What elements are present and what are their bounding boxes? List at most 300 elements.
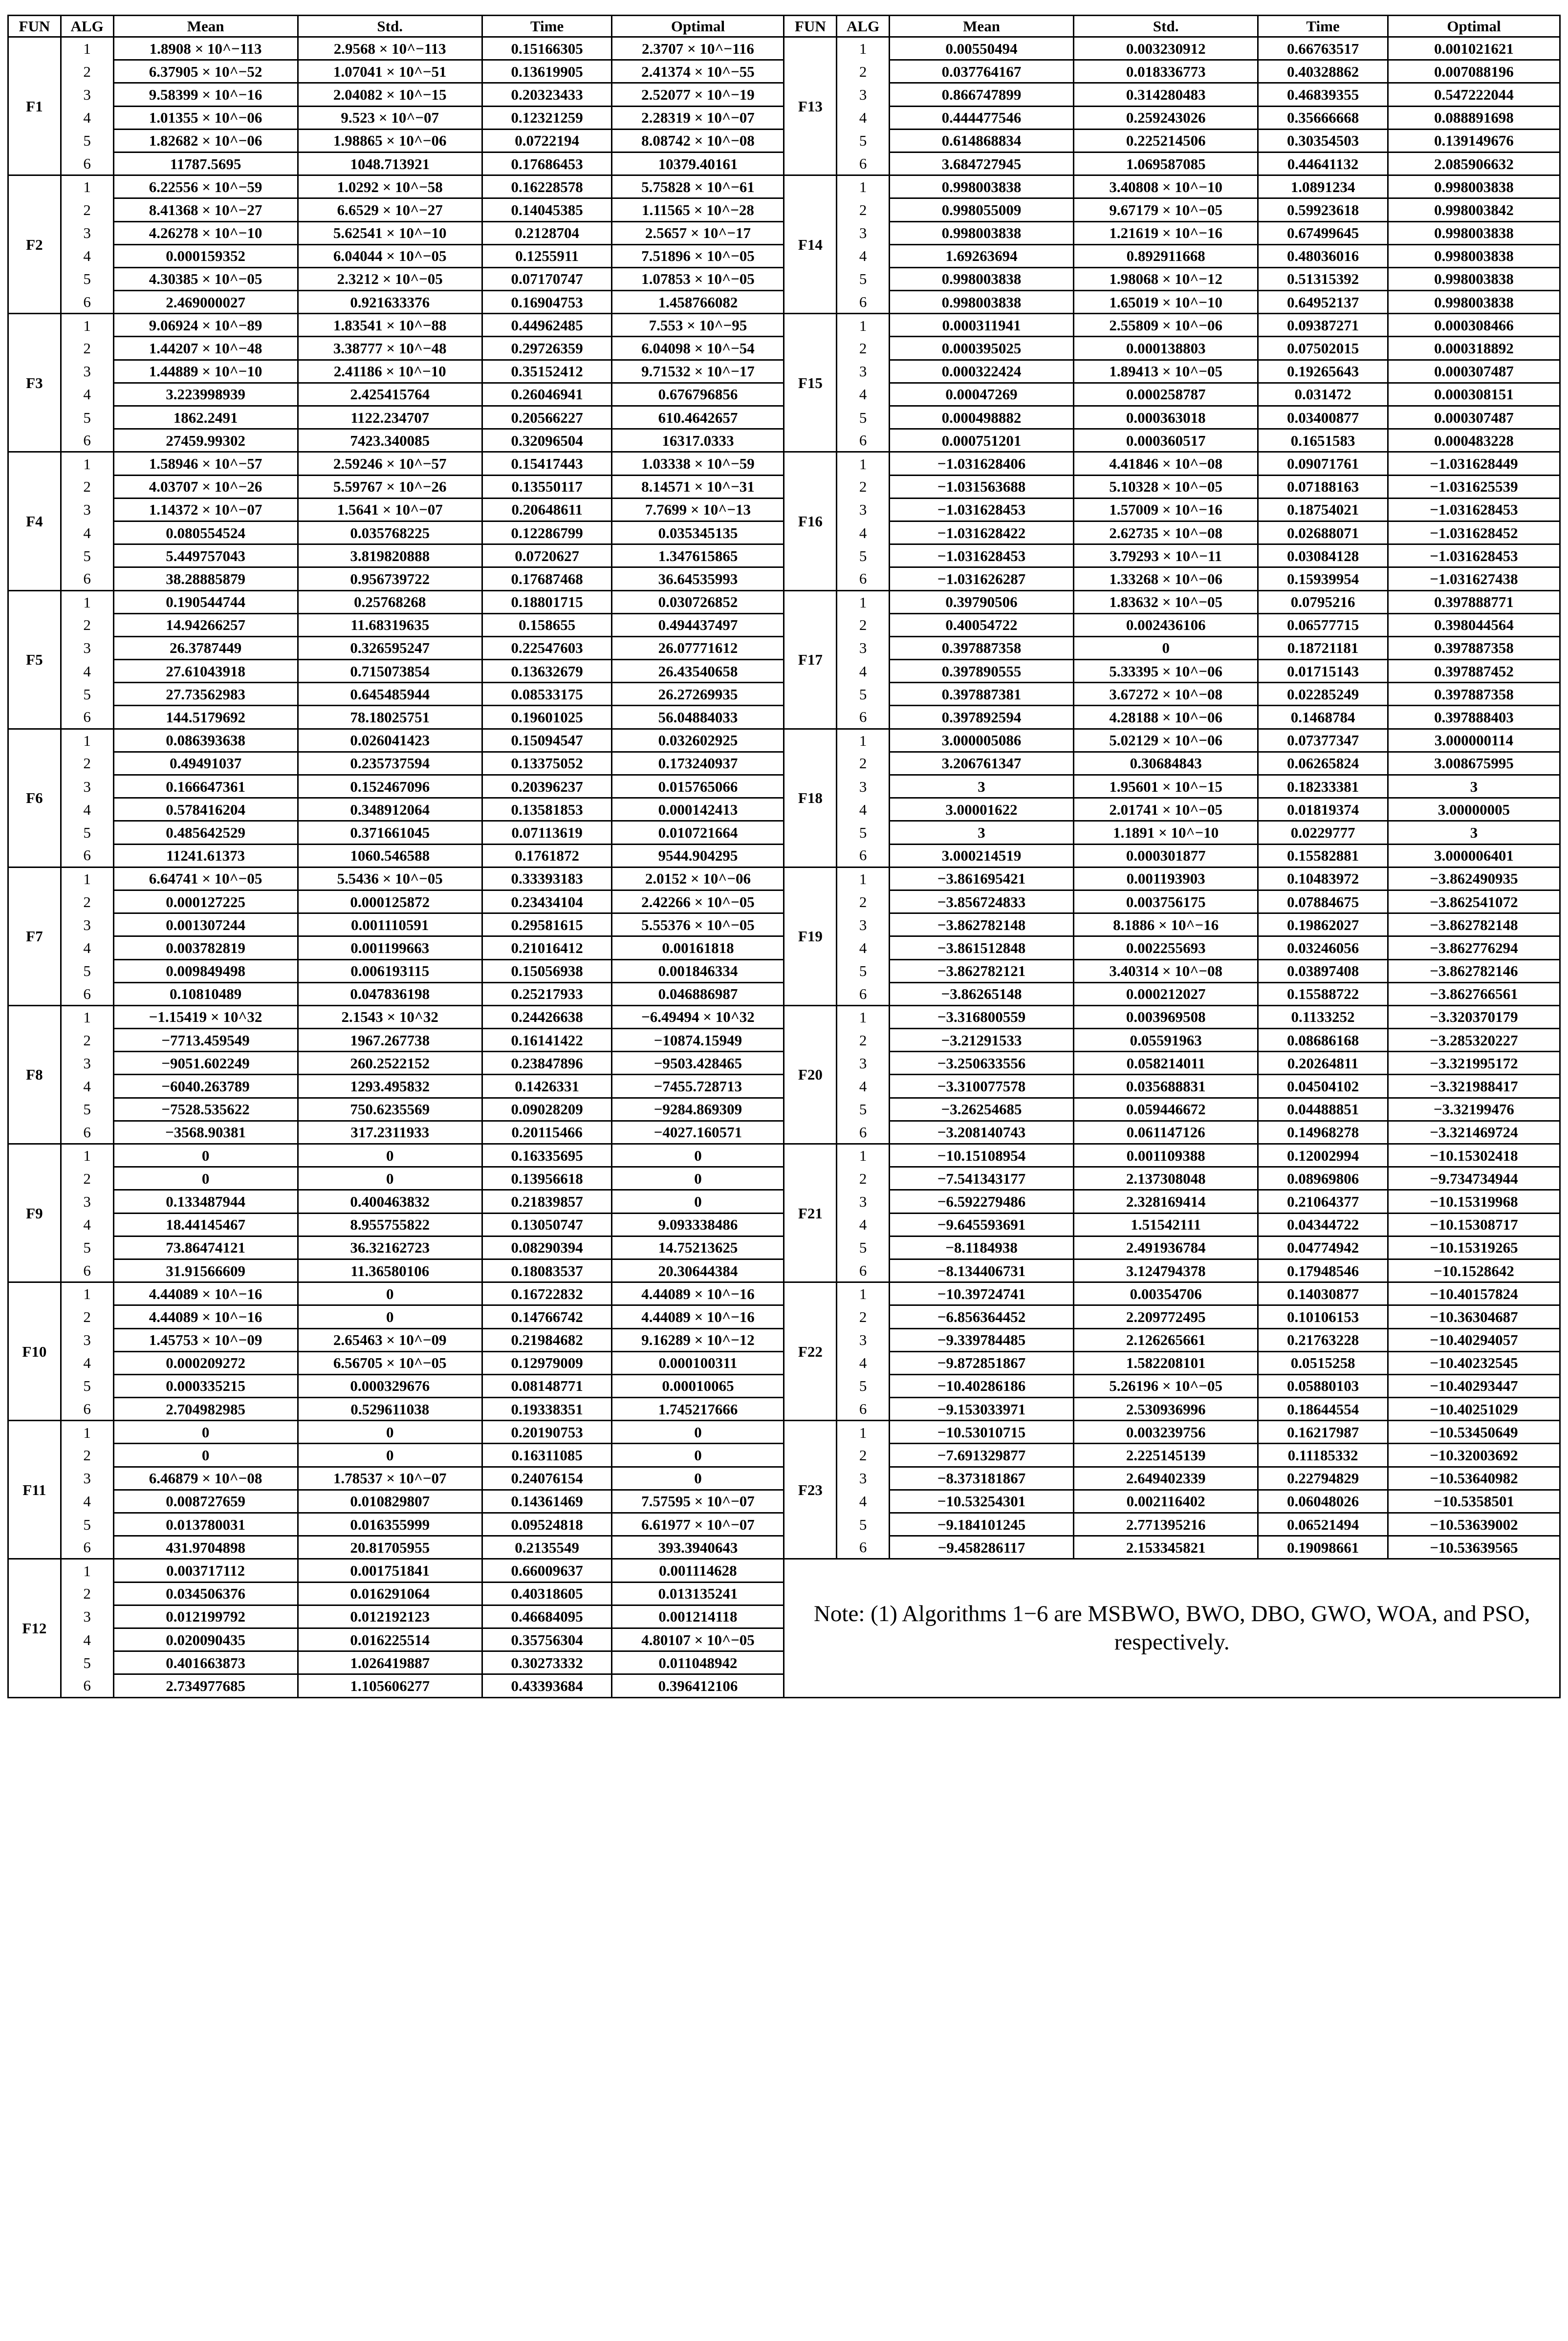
alg-cell: 4 xyxy=(837,383,890,406)
time-cell: 0.20190753 xyxy=(482,1421,612,1444)
std-cell: 2.1543 × 10^32 xyxy=(298,1005,482,1028)
alg-cell: 2 xyxy=(837,1167,890,1190)
std-cell: 2.01741 × 10^−05 xyxy=(1074,798,1258,821)
time-cell: 0.01715143 xyxy=(1258,660,1388,683)
alg-cell: 3 xyxy=(61,775,113,798)
mean-cell: −10.15108954 xyxy=(889,1144,1073,1167)
optimal-cell: 3.00000005 xyxy=(1388,798,1560,821)
std-cell: 0.400463832 xyxy=(298,1190,482,1213)
std-cell: 0.921633376 xyxy=(298,291,482,314)
std-cell: 0.012192123 xyxy=(298,1605,482,1628)
std-cell: 1.21619 × 10^−16 xyxy=(1074,221,1258,244)
time-cell: 0.18083537 xyxy=(482,1259,612,1282)
mean-cell: 0.998055009 xyxy=(889,198,1073,221)
time-cell: 0.46839355 xyxy=(1258,83,1388,106)
function-label: F5 xyxy=(8,590,61,729)
std-cell: 0.000360517 xyxy=(1074,429,1258,452)
time-cell: 0.08969806 xyxy=(1258,1167,1388,1190)
optimal-cell: −9503.428465 xyxy=(612,1052,784,1075)
time-cell: 0.0229777 xyxy=(1258,821,1388,844)
std-cell: 0.000363018 xyxy=(1074,406,1258,429)
optimal-cell: 5.75828 × 10^−61 xyxy=(612,175,784,198)
mean-cell: 4.26278 × 10^−10 xyxy=(113,221,298,244)
time-cell: 0.35756304 xyxy=(482,1628,612,1651)
optimal-cell: −10.32003692 xyxy=(1388,1444,1560,1467)
alg-cell: 2 xyxy=(61,475,113,498)
optimal-cell: −10.40251029 xyxy=(1388,1398,1560,1421)
time-cell: 0.1255911 xyxy=(482,244,612,267)
std-cell: 0 xyxy=(298,1167,482,1190)
std-cell: 8.1886 × 10^−16 xyxy=(1074,913,1258,936)
std-cell: 0.235737594 xyxy=(298,752,482,775)
mean-cell: 3.00001622 xyxy=(889,798,1073,821)
std-cell: 0.000138803 xyxy=(1074,337,1258,360)
optimal-cell: 1.03338 × 10^−59 xyxy=(612,452,784,475)
alg-cell: 3 xyxy=(61,1190,113,1213)
mean-cell: 0.40054722 xyxy=(889,613,1073,636)
mean-cell: 4.44089 × 10^−16 xyxy=(113,1305,298,1328)
alg-cell: 5 xyxy=(61,1651,113,1674)
alg-cell: 2 xyxy=(837,752,890,775)
time-cell: 0.14766742 xyxy=(482,1305,612,1328)
mean-cell: 3.223998939 xyxy=(113,383,298,406)
std-cell: 7423.340085 xyxy=(298,429,482,452)
mean-cell: 3 xyxy=(889,775,1073,798)
time-cell: 0.19601025 xyxy=(482,706,612,729)
time-cell: 0.59923618 xyxy=(1258,198,1388,221)
time-cell: 0.16722832 xyxy=(482,1282,612,1305)
optimal-cell: 1.458766082 xyxy=(612,291,784,314)
std-cell: 0.003239756 xyxy=(1074,1421,1258,1444)
std-cell: 0.002255693 xyxy=(1074,936,1258,959)
alg-cell: 1 xyxy=(837,175,890,198)
function-label: F3 xyxy=(8,314,61,452)
optimal-cell: 16317.0333 xyxy=(612,429,784,452)
alg-cell: 6 xyxy=(61,291,113,314)
std-cell: 2.41186 × 10^−10 xyxy=(298,360,482,383)
mean-cell: 0.000322424 xyxy=(889,360,1073,383)
std-cell: 0.001199663 xyxy=(298,936,482,959)
alg-cell: 3 xyxy=(61,1052,113,1075)
time-cell: 0.11185332 xyxy=(1258,1444,1388,1467)
time-cell: 0.16141422 xyxy=(482,1029,612,1052)
optimal-cell: 3 xyxy=(1388,775,1560,798)
mean-cell: −10.53254301 xyxy=(889,1490,1073,1513)
optimal-cell: 0.088891698 xyxy=(1388,106,1560,129)
column-header-mean-left: Mean xyxy=(113,16,298,37)
optimal-cell: 0.396412106 xyxy=(612,1674,784,1697)
time-cell: 0.13550117 xyxy=(482,475,612,498)
time-cell: 0.29581615 xyxy=(482,913,612,936)
column-header-time-left: Time xyxy=(482,16,612,37)
std-cell: 6.6529 × 10^−27 xyxy=(298,198,482,221)
mean-cell: 0.866747899 xyxy=(889,83,1073,106)
optimal-cell: 0 xyxy=(612,1190,784,1213)
mean-cell: 1.58946 × 10^−57 xyxy=(113,452,298,475)
alg-cell: 2 xyxy=(61,198,113,221)
mean-cell: 0.003782819 xyxy=(113,936,298,959)
mean-cell: 1.45753 × 10^−09 xyxy=(113,1328,298,1351)
time-cell: 0.1651583 xyxy=(1258,429,1388,452)
time-cell: 0.16228578 xyxy=(482,175,612,198)
time-cell: 0.08148771 xyxy=(482,1374,612,1397)
alg-cell: 5 xyxy=(61,544,113,567)
column-header-std-right: Std. xyxy=(1074,16,1258,37)
optimal-cell: 2.28319 × 10^−07 xyxy=(612,106,784,129)
std-cell: 0.314280483 xyxy=(1074,83,1258,106)
time-cell: 0.21839857 xyxy=(482,1190,612,1213)
time-cell: 0.13956618 xyxy=(482,1167,612,1190)
time-cell: 0.07170747 xyxy=(482,267,612,290)
std-cell: 0.003756175 xyxy=(1074,890,1258,913)
optimal-cell: −3.321988417 xyxy=(1388,1075,1560,1098)
optimal-cell: 6.61977 × 10^−07 xyxy=(612,1513,784,1536)
mean-cell: −8.1184938 xyxy=(889,1236,1073,1259)
alg-cell: 5 xyxy=(837,1236,890,1259)
alg-cell: 1 xyxy=(837,590,890,613)
optimal-cell: 56.04884033 xyxy=(612,706,784,729)
optimal-cell: −3.862782148 xyxy=(1388,913,1560,936)
optimal-cell: 0.000308466 xyxy=(1388,314,1560,337)
function-label: F14 xyxy=(784,175,837,314)
mean-cell: 3.684727945 xyxy=(889,152,1073,175)
std-cell: 3.40314 × 10^−08 xyxy=(1074,959,1258,982)
mean-cell: 6.46879 × 10^−08 xyxy=(113,1467,298,1490)
time-cell: 0.16311085 xyxy=(482,1444,612,1467)
alg-cell: 5 xyxy=(837,129,890,152)
time-cell: 0.14030877 xyxy=(1258,1282,1388,1305)
alg-cell: 5 xyxy=(61,959,113,982)
time-cell: 0.40328862 xyxy=(1258,60,1388,83)
column-header-optimal-right: Optimal xyxy=(1388,16,1560,37)
results-page xyxy=(7,15,1561,2326)
std-cell: 8.955755822 xyxy=(298,1213,482,1236)
mean-cell: 0.001307244 xyxy=(113,913,298,936)
time-cell: 0.02285249 xyxy=(1258,683,1388,706)
std-cell: 6.56705 × 10^−05 xyxy=(298,1351,482,1374)
optimal-cell: −1.031628452 xyxy=(1388,521,1560,544)
alg-cell: 1 xyxy=(837,1005,890,1028)
time-cell: 0.40318605 xyxy=(482,1582,612,1605)
std-cell: 0.30684843 xyxy=(1074,752,1258,775)
mean-cell: 0.190544744 xyxy=(113,590,298,613)
std-cell: 0 xyxy=(298,1421,482,1444)
time-cell: 0.2128704 xyxy=(482,221,612,244)
alg-cell: 1 xyxy=(837,867,890,890)
optimal-cell: 0.000307487 xyxy=(1388,360,1560,383)
mean-cell: 8.41368 × 10^−27 xyxy=(113,198,298,221)
std-cell: 317.2311933 xyxy=(298,1121,482,1144)
optimal-cell: 0.013135241 xyxy=(612,1582,784,1605)
mean-cell: 0.086393638 xyxy=(113,729,298,752)
optimal-cell: 2.42266 × 10^−05 xyxy=(612,890,784,913)
alg-cell: 4 xyxy=(837,936,890,959)
mean-cell: 0.998003838 xyxy=(889,267,1073,290)
time-cell: 0.01819374 xyxy=(1258,798,1388,821)
optimal-cell: 0.001846334 xyxy=(612,959,784,982)
time-cell: 0.03246056 xyxy=(1258,936,1388,959)
optimal-cell: 0.998003838 xyxy=(1388,221,1560,244)
std-cell: 0.058214011 xyxy=(1074,1052,1258,1075)
mean-cell: −1.031563688 xyxy=(889,475,1073,498)
optimal-cell: 0.000308151 xyxy=(1388,383,1560,406)
std-cell: 5.62541 × 10^−10 xyxy=(298,221,482,244)
optimal-cell: −10.53639565 xyxy=(1388,1536,1560,1559)
alg-cell: 2 xyxy=(837,60,890,83)
std-cell: 1.51542111 xyxy=(1074,1213,1258,1236)
time-cell: 0.06265824 xyxy=(1258,752,1388,775)
time-cell: 0.51315392 xyxy=(1258,267,1388,290)
std-cell: 5.02129 × 10^−06 xyxy=(1074,729,1258,752)
time-cell: 0.14045385 xyxy=(482,198,612,221)
alg-cell: 1 xyxy=(61,452,113,475)
alg-cell: 1 xyxy=(61,1559,113,1582)
time-cell: 0.18721181 xyxy=(1258,636,1388,659)
optimal-cell: 0.000100311 xyxy=(612,1351,784,1374)
time-cell: 0.43393684 xyxy=(482,1674,612,1697)
optimal-cell: −1.031625539 xyxy=(1388,475,1560,498)
time-cell: 0.20323433 xyxy=(482,83,612,106)
std-cell: 0.000212027 xyxy=(1074,982,1258,1005)
time-cell: 0.17687468 xyxy=(482,567,612,590)
mean-cell: −7.541343177 xyxy=(889,1167,1073,1190)
time-cell: 0.22547603 xyxy=(482,636,612,659)
alg-cell: 5 xyxy=(837,267,890,290)
table-row xyxy=(8,729,1560,752)
std-cell: 0.348912064 xyxy=(298,798,482,821)
time-cell: 0.26046941 xyxy=(482,383,612,406)
time-cell: 0.15166305 xyxy=(482,37,612,60)
alg-cell: 2 xyxy=(61,1582,113,1605)
optimal-cell: 2.085906632 xyxy=(1388,152,1560,175)
alg-cell: 5 xyxy=(61,1236,113,1259)
mean-cell: 0.444477546 xyxy=(889,106,1073,129)
mean-cell: −9051.602249 xyxy=(113,1052,298,1075)
std-cell: 2.04082 × 10^−15 xyxy=(298,83,482,106)
alg-cell: 3 xyxy=(837,498,890,521)
table-row xyxy=(8,1421,1560,1444)
optimal-cell: 0.139149676 xyxy=(1388,129,1560,152)
mean-cell: 0.080554524 xyxy=(113,521,298,544)
std-cell: 0 xyxy=(298,1144,482,1167)
mean-cell: 0.397887358 xyxy=(889,636,1073,659)
std-cell: 9.523 × 10^−07 xyxy=(298,106,482,129)
mean-cell: 1.44889 × 10^−10 xyxy=(113,360,298,383)
optimal-cell: −3.320370179 xyxy=(1388,1005,1560,1028)
mean-cell: 0.000751201 xyxy=(889,429,1073,452)
alg-cell: 6 xyxy=(61,1121,113,1144)
time-cell: 0.29726359 xyxy=(482,337,612,360)
time-cell: 0.17686453 xyxy=(482,152,612,175)
alg-cell: 4 xyxy=(61,936,113,959)
column-header-alg-right: ALG xyxy=(837,16,890,37)
optimal-cell: −1.031628449 xyxy=(1388,452,1560,475)
optimal-cell: −10.15308717 xyxy=(1388,1213,1560,1236)
time-cell: 0.07502015 xyxy=(1258,337,1388,360)
mean-cell: 0.000159352 xyxy=(113,244,298,267)
std-cell: 4.28188 × 10^−06 xyxy=(1074,706,1258,729)
std-cell: 2.126265661 xyxy=(1074,1328,1258,1351)
mean-cell: 0 xyxy=(113,1144,298,1167)
optimal-cell: 9544.904295 xyxy=(612,844,784,867)
time-cell: 0.15056938 xyxy=(482,959,612,982)
table-row xyxy=(8,175,1560,198)
mean-cell: 0.000498882 xyxy=(889,406,1073,429)
table-row xyxy=(8,1144,1560,1167)
std-cell: 0.059446672 xyxy=(1074,1098,1258,1121)
std-cell: 5.5436 × 10^−05 xyxy=(298,867,482,890)
mean-cell: 1.69263694 xyxy=(889,244,1073,267)
time-cell: 0.06048026 xyxy=(1258,1490,1388,1513)
optimal-cell: −10.53450649 xyxy=(1388,1421,1560,1444)
std-cell: 1.07041 × 10^−51 xyxy=(298,60,482,83)
mean-cell: −1.031628453 xyxy=(889,544,1073,567)
std-cell: 1.89413 × 10^−05 xyxy=(1074,360,1258,383)
std-cell: 1967.267738 xyxy=(298,1029,482,1052)
alg-cell: 6 xyxy=(837,844,890,867)
std-cell: 1.83541 × 10^−88 xyxy=(298,314,482,337)
optimal-cell: 0.035345135 xyxy=(612,521,784,544)
optimal-cell: 0 xyxy=(612,1467,784,1490)
time-cell: 0.33393183 xyxy=(482,867,612,890)
std-cell: 5.59767 × 10^−26 xyxy=(298,475,482,498)
mean-cell: 38.28885879 xyxy=(113,567,298,590)
optimal-cell: 1.07853 × 10^−05 xyxy=(612,267,784,290)
optimal-cell: 0.000483228 xyxy=(1388,429,1560,452)
alg-cell: 2 xyxy=(61,60,113,83)
optimal-cell: 7.57595 × 10^−07 xyxy=(612,1490,784,1513)
alg-cell: 1 xyxy=(61,175,113,198)
time-cell: 0.46684095 xyxy=(482,1605,612,1628)
time-cell: 0.25217933 xyxy=(482,982,612,1005)
time-cell: 0.19098661 xyxy=(1258,1536,1388,1559)
std-cell: 9.67179 × 10^−05 xyxy=(1074,198,1258,221)
mean-cell: 0.000209272 xyxy=(113,1351,298,1374)
mean-cell: 6.22556 × 10^−59 xyxy=(113,175,298,198)
std-cell: 2.425415764 xyxy=(298,383,482,406)
time-cell: 0.19265643 xyxy=(1258,360,1388,383)
alg-cell: 5 xyxy=(61,406,113,429)
mean-cell: 1.82682 × 10^−06 xyxy=(113,129,298,152)
time-cell: 0.18644554 xyxy=(1258,1398,1388,1421)
std-cell: 2.153345821 xyxy=(1074,1536,1258,1559)
mean-cell: −9.184101245 xyxy=(889,1513,1073,1536)
mean-cell: 27.73562983 xyxy=(113,683,298,706)
mean-cell: −9.458286117 xyxy=(889,1536,1073,1559)
std-cell: 1.582208101 xyxy=(1074,1351,1258,1374)
alg-cell: 3 xyxy=(837,1467,890,1490)
std-cell: 0.956739722 xyxy=(298,567,482,590)
optimal-cell: 0.998003838 xyxy=(1388,244,1560,267)
optimal-cell: 0.998003838 xyxy=(1388,267,1560,290)
optimal-cell: 36.64535993 xyxy=(612,567,784,590)
alg-cell: 3 xyxy=(61,83,113,106)
std-cell: 0 xyxy=(298,1282,482,1305)
mean-cell: −3568.90381 xyxy=(113,1121,298,1144)
std-cell: 78.18025751 xyxy=(298,706,482,729)
alg-cell: 4 xyxy=(61,1075,113,1098)
std-cell: 3.40808 × 10^−10 xyxy=(1074,175,1258,198)
optimal-cell: 2.0152 × 10^−06 xyxy=(612,867,784,890)
mean-cell: 0.998003838 xyxy=(889,221,1073,244)
alg-cell: 3 xyxy=(61,498,113,521)
time-cell: 0.12321259 xyxy=(482,106,612,129)
alg-cell: 5 xyxy=(837,683,890,706)
time-cell: 0.64952137 xyxy=(1258,291,1388,314)
mean-cell: −3.21291533 xyxy=(889,1029,1073,1052)
optimal-cell: 0.030726852 xyxy=(612,590,784,613)
optimal-cell: 4.44089 × 10^−16 xyxy=(612,1305,784,1328)
alg-cell: 2 xyxy=(61,1167,113,1190)
std-cell: 0.016355999 xyxy=(298,1513,482,1536)
time-cell: 0.07884675 xyxy=(1258,890,1388,913)
table-row xyxy=(8,1005,1560,1028)
std-cell: 1.78537 × 10^−07 xyxy=(298,1467,482,1490)
mean-cell: 27.61043918 xyxy=(113,660,298,683)
std-cell: 0.05591963 xyxy=(1074,1029,1258,1052)
table-row xyxy=(8,1559,1560,1582)
time-cell: 0.10106153 xyxy=(1258,1305,1388,1328)
alg-cell: 1 xyxy=(61,590,113,613)
std-cell: 750.6235569 xyxy=(298,1098,482,1121)
std-cell: 1.95601 × 10^−15 xyxy=(1074,775,1258,798)
optimal-cell: 2.41374 × 10^−55 xyxy=(612,60,784,83)
alg-cell: 4 xyxy=(837,244,890,267)
optimal-cell: 1.347615865 xyxy=(612,544,784,567)
mean-cell: 0.008727659 xyxy=(113,1490,298,1513)
alg-cell: 3 xyxy=(61,1467,113,1490)
mean-cell: −9.153033971 xyxy=(889,1398,1073,1421)
mean-cell: 11241.61373 xyxy=(113,844,298,867)
std-cell: 0.000329676 xyxy=(298,1374,482,1397)
std-cell: 1.33268 × 10^−06 xyxy=(1074,567,1258,590)
optimal-cell: 0.494437497 xyxy=(612,613,784,636)
std-cell: 2.137308048 xyxy=(1074,1167,1258,1190)
alg-cell: 3 xyxy=(837,636,890,659)
time-cell: 0.08533175 xyxy=(482,683,612,706)
alg-cell: 5 xyxy=(837,1098,890,1121)
time-cell: 0.09524818 xyxy=(482,1513,612,1536)
mean-cell: 0.000335215 xyxy=(113,1374,298,1397)
optimal-cell: 0.007088196 xyxy=(1388,60,1560,83)
std-cell: 5.10328 × 10^−05 xyxy=(1074,475,1258,498)
alg-cell: 5 xyxy=(61,1513,113,1536)
mean-cell: −3.856724833 xyxy=(889,890,1073,913)
mean-cell: 0.485642529 xyxy=(113,821,298,844)
time-cell: 0.19338351 xyxy=(482,1398,612,1421)
time-cell: 0.03897408 xyxy=(1258,959,1388,982)
mean-cell: 1.14372 × 10^−07 xyxy=(113,498,298,521)
std-cell: 0.061147126 xyxy=(1074,1121,1258,1144)
alg-cell: 6 xyxy=(837,567,890,590)
alg-cell: 5 xyxy=(61,129,113,152)
mean-cell: 6.37905 × 10^−52 xyxy=(113,60,298,83)
alg-cell: 1 xyxy=(837,1282,890,1305)
alg-cell: 3 xyxy=(61,221,113,244)
mean-cell: 0.166647361 xyxy=(113,775,298,798)
std-cell: 2.59246 × 10^−57 xyxy=(298,452,482,475)
time-cell: 0.18801715 xyxy=(482,590,612,613)
optimal-cell: 9.16289 × 10^−12 xyxy=(612,1328,784,1351)
alg-cell: 2 xyxy=(837,475,890,498)
alg-cell: 3 xyxy=(61,913,113,936)
optimal-cell: 0.397887452 xyxy=(1388,660,1560,683)
optimal-cell: 10379.40161 xyxy=(612,152,784,175)
optimal-cell: 0.397888771 xyxy=(1388,590,1560,613)
time-cell: 0.07188163 xyxy=(1258,475,1388,498)
mean-cell: 2.469000027 xyxy=(113,291,298,314)
alg-cell: 6 xyxy=(837,291,890,314)
